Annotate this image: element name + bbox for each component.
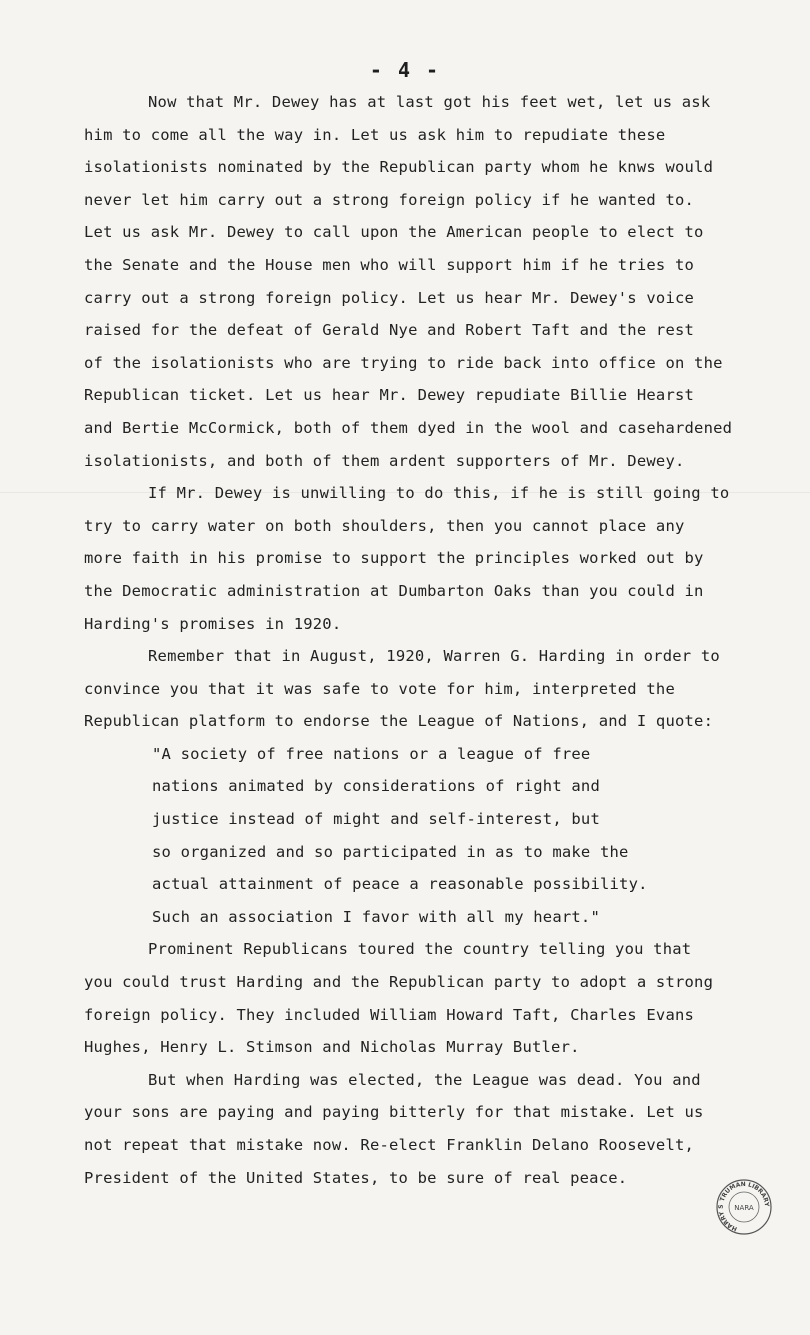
quote-line: actual attainment of peace a reasonable possibility.: [152, 875, 648, 894]
text-line: Harding's promises in 1920.: [84, 614, 342, 633]
text-line: President of the United States, to be sure of real peace.: [84, 1168, 628, 1187]
text-line: Hughes, Henry L. Stimson and Nicholas Murray Butler.: [84, 1038, 580, 1057]
text-line: try to carry water on both shoulders, then you cannot place any: [84, 516, 685, 535]
harding-quote: [84, 738, 784, 934]
text-line: more faith in his promise to support the principles worked out by: [84, 549, 704, 568]
text-line: raised for the defeat of Gerald Nye and Robert Taft and the rest: [84, 321, 695, 340]
truman-library-stamp: [715, 1178, 773, 1236]
quote-line: nations animated by considerations of right and: [152, 777, 600, 796]
text-line: Let us ask Mr. Dewey to call upon the American people to elect to: [84, 223, 704, 242]
letter-body: [84, 86, 784, 1194]
text-line: foreign policy. They included William Howard Taft, Charles Evans: [84, 1005, 695, 1024]
paragraph-3: [84, 640, 784, 738]
paragraph-2: [84, 477, 784, 640]
quote-line: "A society of free nations or a league of free: [152, 744, 591, 763]
text-line: your sons are paying and paying bitterly for that mistake. Let us: [84, 1103, 704, 1122]
text-line: isolationists nominated by the Republican party whom he knws would: [84, 158, 714, 177]
paragraph-4: [84, 933, 784, 1063]
paragraph-1: [84, 86, 784, 477]
text-line: of the isolationists who are trying to ride back into office on the: [84, 353, 723, 372]
text-line: the Democratic administration at Dumbarton Oaks than you could in: [84, 581, 704, 600]
text-line: Prominent Republicans toured the country telling you that: [148, 940, 692, 959]
text-line: Republican platform to endorse the League of Nations, and I quote:: [84, 712, 714, 731]
text-line: isolationists, and both of them ardent supporters of Mr. Dewey.: [84, 451, 685, 470]
text-line: and Bertie McCormick, both of them dyed in the wool and casehardened: [84, 418, 733, 437]
stamp-left-text: HARRY S: [717, 1204, 739, 1233]
quote-line: so organized and so participated in as to make the: [152, 842, 629, 861]
text-line: not repeat that mistake now. Re-elect Franklin Delano Roosevelt,: [84, 1136, 695, 1154]
text-line: carry out a strong foreign policy. Let us hear Mr. Dewey's voice: [84, 288, 695, 307]
text-line: you could trust Harding and the Republican party to adopt a strong: [84, 973, 714, 992]
text-line: Republican ticket. Let us hear Mr. Dewey repudiate Billie Hearst: [84, 386, 695, 405]
text-line: Remember that in August, 1920, Warren G. Harding in order to: [148, 647, 720, 666]
quote-line: Such an association I favor with all my heart.": [152, 907, 600, 926]
text-line: him to come all the way in. Let us ask him to repudiate these: [84, 125, 666, 144]
text-line: convince you that it was safe to vote for him, interpreted the: [84, 679, 675, 698]
text-line: Now that Mr. Dewey has at last got his feet wet, let us ask: [148, 93, 711, 111]
page-number: - 4 -: [369, 58, 441, 82]
text-line: the Senate and the House men who will support him if he tries to: [84, 255, 695, 274]
text-line: If Mr. Dewey is unwilling to do this, if he is still going to: [148, 484, 730, 503]
paragraph-5: [84, 1064, 784, 1194]
quote-line: justice instead of might and self-interest, but: [152, 810, 600, 829]
stamp-top-text: TRUMAN LIBRARY: [718, 1180, 771, 1207]
text-line: But when Harding was elected, the League was dead. You and: [148, 1070, 701, 1089]
stamp-center-text: NARA: [734, 1204, 754, 1212]
text-line: never let him carry out a strong foreign policy if he wanted to.: [84, 190, 695, 209]
